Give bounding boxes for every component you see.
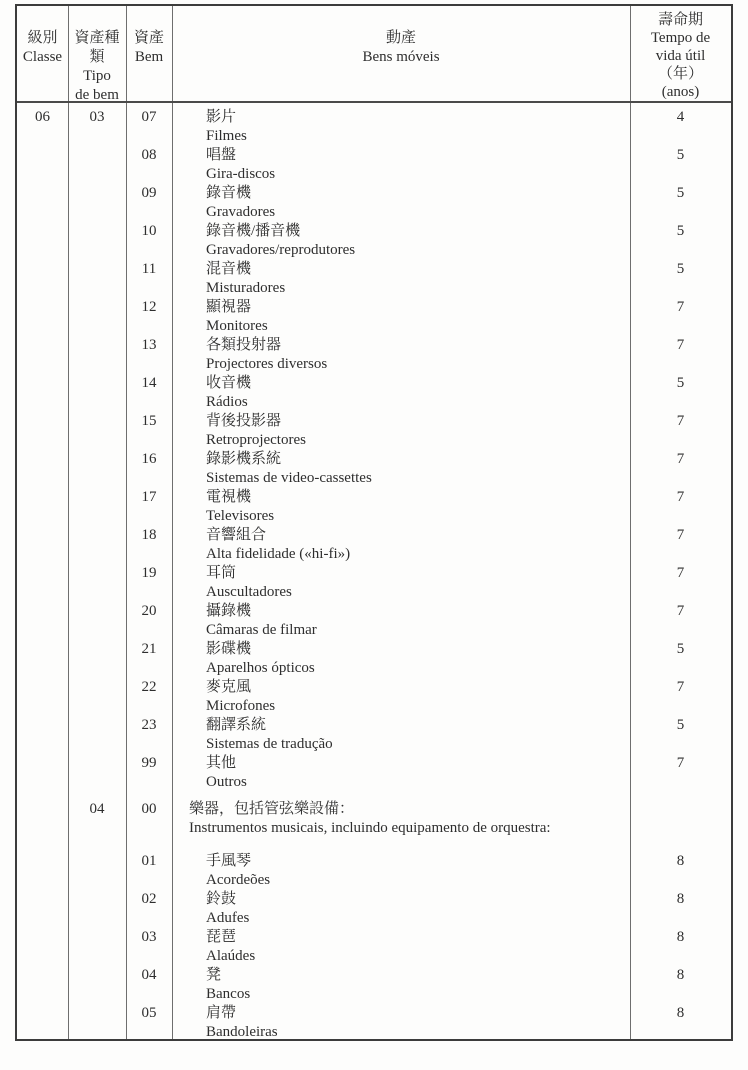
table-row <box>17 488 731 526</box>
header-classe-pt: Classe <box>22 49 63 65</box>
description-pt: Rádios <box>206 394 248 410</box>
description-pt: Outros <box>206 774 247 790</box>
cell-useful-life: 8 <box>676 929 685 945</box>
cell-description <box>172 412 630 450</box>
cell-classe: 06 <box>35 109 50 125</box>
description-zh: 音響組合 <box>206 527 267 543</box>
cell-useful-life: 7 <box>676 527 685 543</box>
cell-description <box>172 754 630 792</box>
cell-bem: 00 <box>141 801 157 817</box>
description-pt: Monitores <box>206 318 268 334</box>
header-life-pt2: vida útil <box>655 48 706 64</box>
header-tipo-pt2: de bem <box>75 87 119 103</box>
cell-useful-life: 5 <box>676 261 685 277</box>
table-row <box>17 374 731 412</box>
cell-description <box>172 928 630 966</box>
cell-description <box>172 260 630 298</box>
cell-bem: 11 <box>141 261 157 277</box>
cell-useful-life: 7 <box>676 679 685 695</box>
header-tipo-pt1: Tipo <box>83 68 111 84</box>
header-cell-classe <box>17 6 68 105</box>
table-row <box>17 890 731 928</box>
cell-description <box>172 678 630 716</box>
description-zh: 混音機 <box>206 261 252 277</box>
description-pt: Filmes <box>206 128 247 144</box>
table-row <box>17 640 731 678</box>
cell-bem: 05 <box>141 1005 157 1021</box>
table-body <box>17 103 731 1042</box>
cell-bem: 19 <box>141 565 157 581</box>
table-row <box>17 1004 731 1042</box>
description-pt: Gravadores <box>206 204 276 220</box>
table-row <box>17 412 731 450</box>
cell-bem: 07 <box>141 109 157 125</box>
cell-description <box>172 488 630 526</box>
cell-bem: 14 <box>141 375 157 391</box>
cell-description <box>172 716 630 754</box>
cell-description <box>172 564 630 602</box>
table-row <box>17 108 731 146</box>
table-row <box>17 222 731 260</box>
description-pt: Adufes <box>206 910 250 926</box>
cell-bem: 03 <box>141 929 157 945</box>
description-zh: 其他 <box>206 755 237 771</box>
description-zh: 影片 <box>206 109 237 125</box>
table-row <box>17 716 731 754</box>
cell-bem: 20 <box>141 603 157 619</box>
cell-useful-life: 7 <box>676 413 685 429</box>
table-row <box>17 852 731 890</box>
table-row <box>17 146 731 184</box>
cell-bem: 04 <box>141 967 157 983</box>
description-pt: Bancos <box>206 986 251 1002</box>
cell-description <box>172 640 630 678</box>
cell-useful-life: 8 <box>676 853 685 869</box>
description-zh: 收音機 <box>206 375 252 391</box>
table-row <box>17 966 731 1004</box>
table-row <box>17 800 731 838</box>
cell-description <box>172 890 630 928</box>
cell-description <box>172 852 630 890</box>
description-zh: 各類投射器 <box>206 337 282 353</box>
description-pt: Câmaras de filmar <box>206 622 317 638</box>
description-pt: Bandoleiras <box>206 1024 278 1040</box>
description-pt: Misturadores <box>206 280 286 296</box>
cell-useful-life: 7 <box>676 489 685 505</box>
cell-description <box>172 184 630 222</box>
cell-description <box>172 222 630 260</box>
cell-useful-life: 7 <box>676 337 685 353</box>
cell-bem: 01 <box>141 853 157 869</box>
description-zh: 唱盤 <box>206 147 237 163</box>
table-row <box>17 336 731 374</box>
header-bem-pt: Bem <box>134 49 164 65</box>
header-bem-zh: 資產 <box>133 30 164 46</box>
cell-bem: 23 <box>141 717 157 733</box>
description-pt: Aparelhos ópticos <box>206 660 315 676</box>
cell-useful-life: 4 <box>676 109 685 125</box>
cell-description <box>172 966 630 1004</box>
cell-useful-life: 5 <box>676 641 685 657</box>
description-zh: 耳筒 <box>206 565 237 581</box>
cell-bem: 13 <box>141 337 157 353</box>
cell-useful-life: 7 <box>676 565 685 581</box>
description-zh: 麥克風 <box>206 679 252 695</box>
cell-useful-life: 8 <box>676 1005 685 1021</box>
description-zh: 肩帶 <box>206 1005 237 1021</box>
description-pt: Sistemas de video-cassettes <box>206 470 372 486</box>
cell-useful-life: 7 <box>676 299 685 315</box>
description-zh: 手風琴 <box>206 853 252 869</box>
description-zh: 琵琶 <box>206 929 237 945</box>
header-life-pt1: Tempo de <box>650 30 711 46</box>
description-zh: 錄影機系統 <box>206 451 282 467</box>
cell-useful-life: 7 <box>676 603 685 619</box>
cell-useful-life: 7 <box>676 755 685 771</box>
cell-description <box>172 298 630 336</box>
cell-bem: 02 <box>141 891 157 907</box>
cell-bem: 22 <box>141 679 157 695</box>
header-movables-zh: 動產 <box>385 30 416 46</box>
cell-bem: 08 <box>141 147 157 163</box>
cell-description <box>172 336 630 374</box>
description-zh: 凳 <box>206 967 222 983</box>
description-pt: Auscultadores <box>206 584 292 600</box>
description-zh: 電視機 <box>206 489 252 505</box>
description-zh: 錄音機/播音機 <box>206 223 301 239</box>
header-tipo-zh: 資產種類 <box>74 30 120 65</box>
description-zh: 翻譯系統 <box>206 717 267 733</box>
cell-useful-life: 5 <box>676 375 685 391</box>
table-row <box>17 260 731 298</box>
cell-tipo: 03 <box>89 109 105 125</box>
table-row <box>17 184 731 222</box>
header-life-zh2: （年） <box>657 66 703 82</box>
description-pt: Sistemas de tradução <box>206 736 333 752</box>
asset-depreciation-table <box>15 4 733 1041</box>
description-pt: Acordeões <box>206 872 271 888</box>
description-zh: 鈴鼓 <box>206 891 237 907</box>
cell-description <box>172 146 630 184</box>
description-zh: 攝錄機 <box>206 603 252 619</box>
cell-bem: 09 <box>141 185 157 201</box>
header-cell-life <box>630 6 731 105</box>
cell-bem: 18 <box>141 527 157 543</box>
description-zh: 影碟機 <box>206 641 252 657</box>
cell-description <box>172 108 630 146</box>
header-life-zh: 壽命期 <box>657 12 703 28</box>
cell-useful-life: 5 <box>676 223 685 239</box>
description-zh: 錄音機 <box>206 185 252 201</box>
cell-bem: 17 <box>141 489 157 505</box>
table-row <box>17 450 731 488</box>
description-zh: 背後投影器 <box>206 413 282 429</box>
description-pt: Gravadores/reprodutores <box>206 242 356 258</box>
cell-description <box>172 602 630 640</box>
table-row <box>17 928 731 966</box>
header-cell-movables <box>172 6 630 105</box>
cell-useful-life: 8 <box>676 891 685 907</box>
description-pt: Retroprojectores <box>206 432 306 448</box>
description-pt: Projectores diversos <box>206 356 328 372</box>
table-row <box>17 564 731 602</box>
table-row <box>17 602 731 640</box>
table-row <box>17 678 731 716</box>
cell-description <box>172 450 630 488</box>
header-cell-bem <box>126 6 172 105</box>
cell-description <box>172 374 630 412</box>
table-row <box>17 526 731 564</box>
description-pt: Microfones <box>206 698 276 714</box>
cell-bem: 10 <box>141 223 157 239</box>
cell-useful-life: 7 <box>676 451 685 467</box>
description-pt: Instrumentos musicais, incluindo equipamento de orquestra: <box>189 820 551 836</box>
cell-description <box>172 800 630 838</box>
cell-useful-life: 8 <box>676 967 685 983</box>
description-pt: Gira-discos <box>206 166 276 182</box>
description-pt: Televisores <box>206 508 275 524</box>
cell-tipo: 04 <box>89 801 105 817</box>
header-cell-tipo <box>68 6 126 105</box>
description-pt: Alta fidelidade («hi-fi») <box>206 546 351 562</box>
header-movables-pt: Bens móveis <box>362 49 440 65</box>
cell-bem: 15 <box>141 413 157 429</box>
cell-bem: 12 <box>141 299 157 315</box>
header-row <box>17 6 731 103</box>
cell-description <box>172 1004 630 1042</box>
cell-useful-life: 5 <box>676 185 685 201</box>
table-row <box>17 754 731 792</box>
cell-useful-life: 5 <box>676 147 685 163</box>
description-zh: 顯視器 <box>206 299 252 315</box>
cell-description <box>172 526 630 564</box>
cell-bem: 99 <box>141 755 157 771</box>
description-zh: 樂器，包括管弦樂設備： <box>189 801 355 817</box>
header-classe-zh: 級別 <box>27 30 58 46</box>
description-pt: Alaúdes <box>206 948 256 964</box>
cell-bem: 21 <box>141 641 157 657</box>
table-row <box>17 298 731 336</box>
cell-useful-life: 5 <box>676 717 685 733</box>
cell-bem: 16 <box>141 451 157 467</box>
header-life-pt3: (anos) <box>661 84 700 100</box>
